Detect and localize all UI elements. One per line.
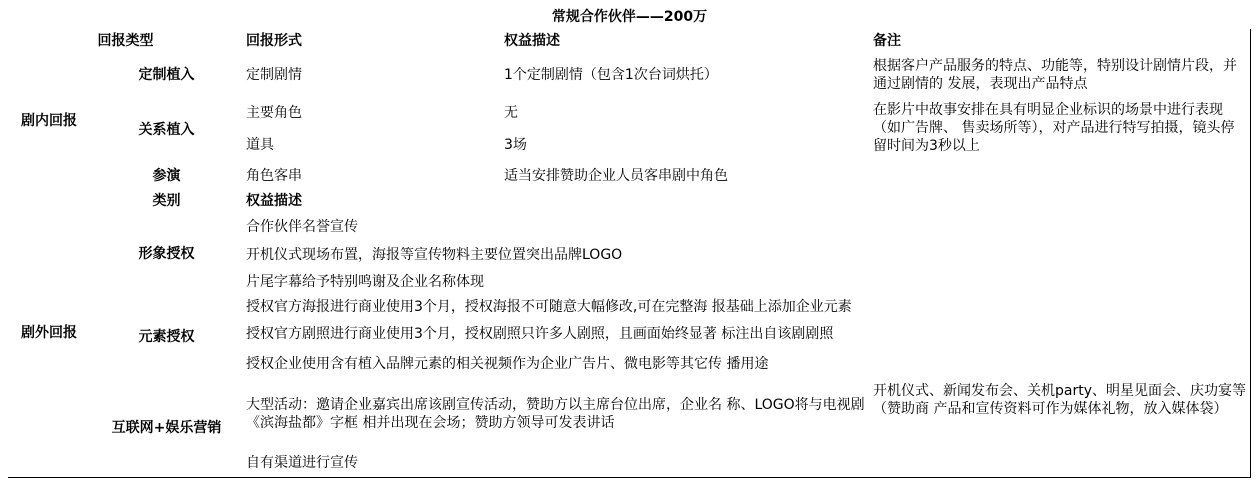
image-note-2[interactable] (870, 241, 1251, 269)
outside-category-header[interactable]: 类别 (90, 189, 244, 214)
relation-placement-note[interactable]: 在影片中故事安排在具有明显企业标识的场景中进行表现（如广告牌、 售卖场所等），对产品进行特写拍摄，镜头停留时间为3秒以上 (870, 97, 1251, 163)
custom-placement-desc[interactable]: 1个定制剧情（包含1次台词烘托） (501, 53, 871, 98)
internet-note-2[interactable] (870, 449, 1251, 478)
header-rights-desc[interactable]: 权益描述 (501, 29, 871, 54)
element-license-label[interactable]: 元素授权 (90, 295, 244, 379)
header-return-type[interactable]: 回报类型 (8, 29, 244, 54)
internet-marketing-item-1[interactable]: 大型活动：邀请企业嘉宾出席该剧宣传活动，赞助方以主席台位出席，企业名 称、LOGO将与电视剧《滨海盐都》字框 相并出现在会场；赞助方领导可发表讲话 (243, 378, 871, 450)
element-note-2[interactable] (870, 323, 1251, 351)
internet-marketing-label[interactable]: 互联网+娱乐营销 (90, 378, 244, 478)
element-license-item-1[interactable]: 授权官方海报进行商业使用3个月，授权海报不可随意大幅修改,可在完整海 报基础上添加企业元素 (243, 295, 871, 324)
image-note-3[interactable] (870, 268, 1251, 296)
element-license-item-3[interactable]: 授权企业使用含有植入品牌元素的相关视频作为企业广告片、微电影等其它传 播用途 (243, 350, 871, 379)
custom-placement-note[interactable]: 根据客户产品服务的特点、功能等，特别设计剧情片段，并通过剧情的 发展，表现出产品特点 (870, 53, 1251, 98)
header-notes[interactable]: 备注 (870, 29, 1251, 54)
element-note-1[interactable] (870, 295, 1251, 324)
in-drama-category[interactable]: 剧内回报 (8, 53, 91, 190)
relation-desc-props[interactable]: 3场 (501, 128, 871, 163)
outside-drama-category[interactable]: 剧外回报 (8, 189, 91, 478)
header-return-form[interactable]: 回报形式 (243, 29, 502, 54)
cameo-desc[interactable]: 适当安排赞助企业人员客串剧中角色 (501, 162, 871, 190)
cameo-form[interactable]: 角色客串 (243, 162, 502, 190)
sheet-title: 常规合作伙伴——200万 (8, 3, 1251, 30)
cameo-note-empty[interactable] (870, 162, 1251, 190)
custom-placement-form[interactable]: 定制剧情 (243, 53, 502, 98)
element-license-item-2[interactable]: 授权官方剧照进行商业使用3个月，授权剧照只许多人剧照，且画面始终显著 标注出自该剧剧照 (243, 323, 871, 351)
outside-note-header-empty[interactable] (870, 189, 1251, 214)
relation-placement-label[interactable]: 关系植入 (90, 97, 244, 163)
image-license-item-2[interactable]: 开机仪式现场布置，海报等宣传物料主要位置突出品牌LOGO (243, 241, 871, 269)
image-note-1[interactable] (870, 213, 1251, 242)
internet-marketing-note[interactable]: 开机仪式、新闻发布会、关机party、明星见面会、庆功宴等（赞助商 产品和宣传资料可作为媒体礼物，放入媒体袋） (870, 378, 1251, 450)
image-license-label[interactable]: 形象授权 (90, 213, 244, 296)
relation-form-main-role[interactable]: 主要角色 (243, 97, 502, 129)
relation-form-props[interactable]: 道具 (243, 128, 502, 163)
relation-desc-main-role[interactable]: 无 (501, 97, 871, 129)
element-note-3[interactable] (870, 350, 1251, 379)
image-license-item-1[interactable]: 合作伙伴名誉宣传 (243, 213, 871, 242)
internet-marketing-item-2[interactable]: 自有渠道进行宣传 (243, 449, 871, 478)
image-license-item-3[interactable]: 片尾字幕给予特别鸣谢及企业名称体现 (243, 268, 871, 296)
cameo-label[interactable]: 参演 (90, 162, 244, 190)
outside-desc-header[interactable]: 权益描述 (243, 189, 871, 214)
custom-placement-label[interactable]: 定制植入 (90, 53, 244, 98)
